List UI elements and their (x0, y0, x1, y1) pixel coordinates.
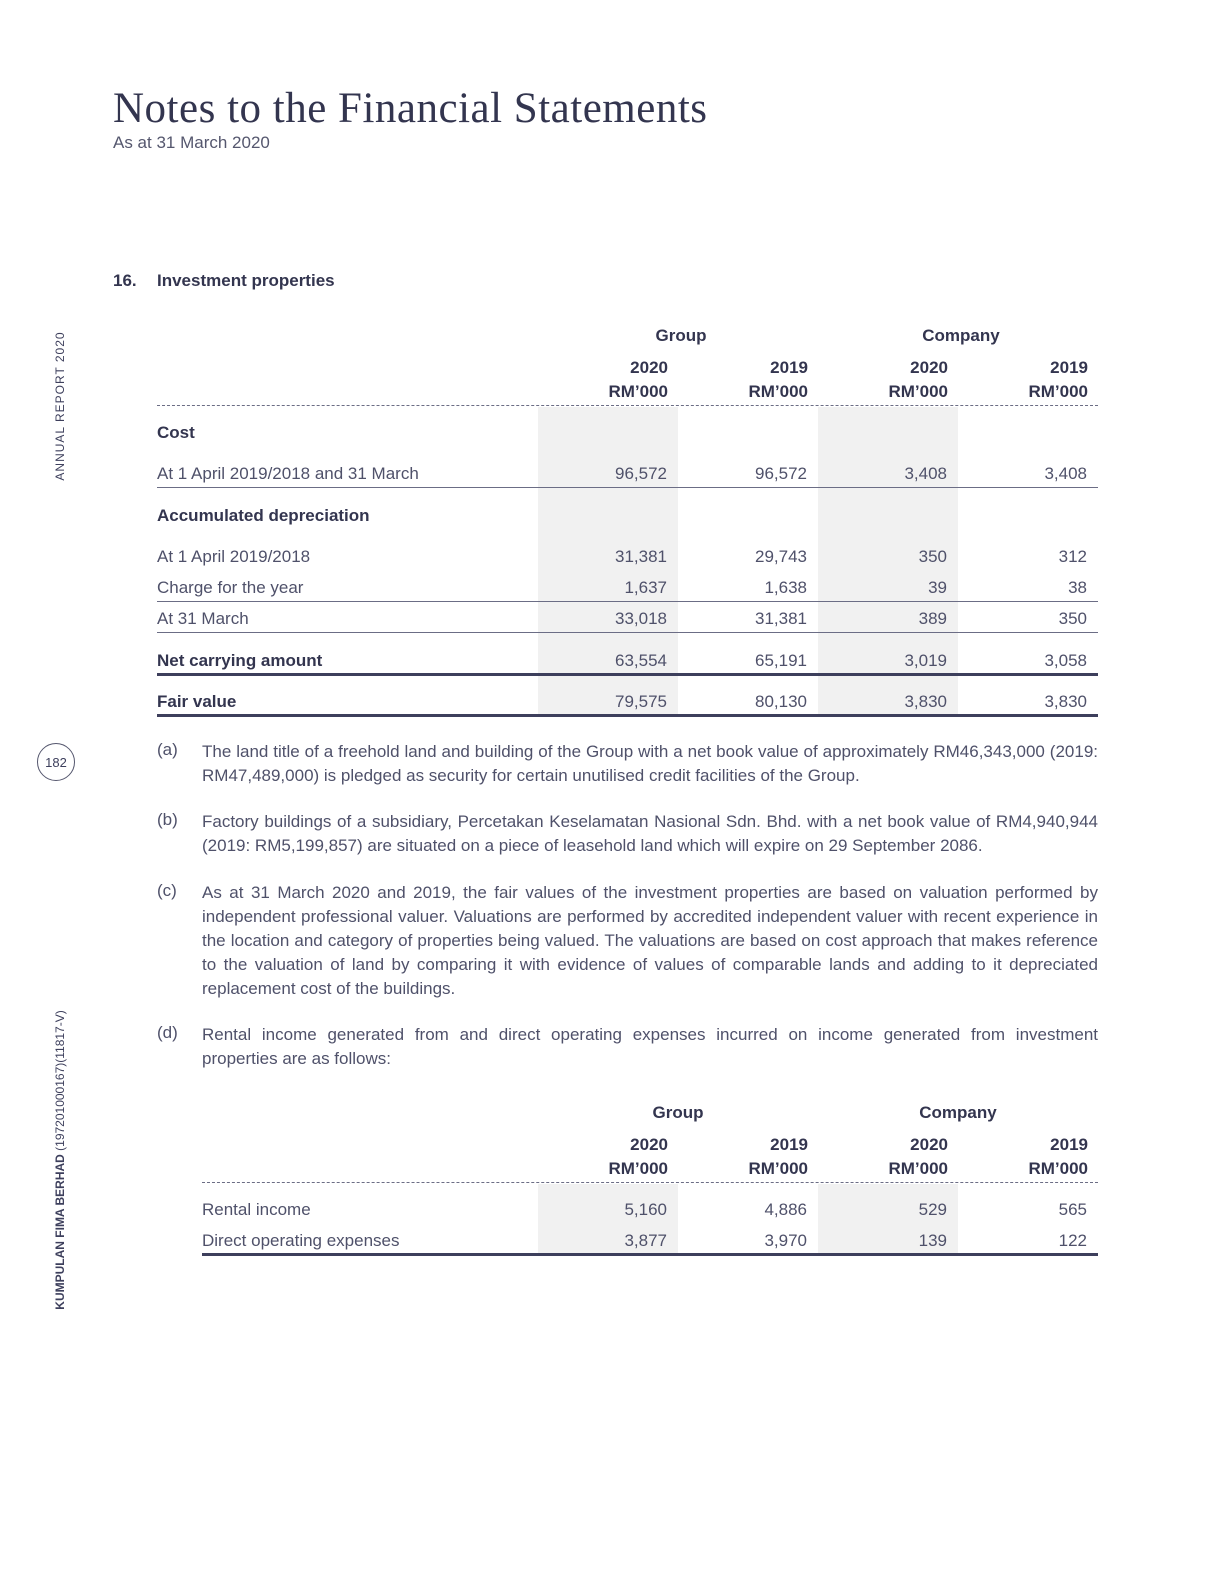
page-number: 182 (37, 743, 75, 781)
cell-value: 33,018 (615, 609, 667, 628)
cell-value: 350 (1058, 609, 1087, 628)
cell-value: 63,554 (615, 651, 667, 670)
cell-value: 1,637 (624, 578, 667, 597)
cell-value: 312 (1058, 547, 1087, 566)
cell-value: 3,877 (624, 1231, 667, 1250)
cell-value: 139 (918, 1231, 947, 1250)
cell-value: 3,970 (764, 1231, 807, 1250)
cell-value: 96,572 (755, 464, 807, 483)
cell-value: 389 (918, 609, 947, 628)
row-divider (157, 601, 1098, 602)
side-label-company (53, 1010, 67, 1309)
cell-value: 1,638 (764, 578, 807, 597)
column-unit: RM’000 (888, 1159, 948, 1178)
note-letter: (a) (157, 740, 178, 759)
total-divider (202, 1253, 1098, 1256)
cell-value: 3,019 (904, 651, 947, 670)
cost-heading: Cost (157, 423, 195, 442)
cell-value: 350 (918, 547, 947, 566)
depreciation-heading: Accumulated depreciation (157, 506, 370, 525)
note-letter: (b) (157, 810, 178, 829)
column-year: 2020 (630, 358, 668, 377)
note-text: Factory buildings of a subsidiary, Percetakan Keselamatan Nasional Sdn. Bhd. with a net book value of RM4,940,944 (2019: RM5,199,857) are situated on a piece of leasehold land which will expire on 29 September 2086. (202, 812, 1098, 855)
row-label: Rental income (202, 1200, 311, 1219)
row-label: Direct operating expenses (202, 1231, 400, 1250)
group-header: Group (652, 1103, 704, 1122)
company-header: Company (922, 326, 1000, 345)
cell-value: 79,575 (615, 692, 667, 711)
cell-value: 122 (1058, 1231, 1087, 1250)
row-label: Charge for the year (157, 578, 304, 597)
note-text: As at 31 March 2020 and 2019, the fair values of the investment properties are based on valuation performed by independent professional valuer. Valuations are performed by accredited independent valuer with recent experience in the location and category of properties being valued. The valuations are based on cost approach that makes reference to the valuation of land by comparing it with evidence of values of comparable lands and adding to it depreciated replacement cost of the buildings. (202, 883, 1098, 998)
column-header (538, 1133, 668, 1181)
column-header (958, 356, 1088, 404)
section-number: 16. (113, 271, 137, 290)
column-year: 2020 (630, 1135, 668, 1154)
row-label: At 1 April 2019/2018 and 31 March (157, 464, 419, 483)
column-year: 2019 (1050, 1135, 1088, 1154)
note-letter: (c) (157, 881, 177, 900)
cell-value: 31,381 (755, 609, 807, 628)
cell-value: 3,830 (904, 692, 947, 711)
cell-value: 565 (1058, 1200, 1087, 1219)
cell-value: 5,160 (624, 1200, 667, 1219)
cell-value: 3,408 (904, 464, 947, 483)
cell-value: 29,743 (755, 547, 807, 566)
cell-value: 31,381 (615, 547, 667, 566)
column-year: 2020 (910, 1135, 948, 1154)
company-registration: (197201000167)(11817-V) (53, 1010, 67, 1155)
total-divider (157, 714, 1098, 717)
cell-value: 39 (928, 578, 947, 597)
total-divider (157, 673, 1098, 676)
page-subtitle: As at 31 March 2020 (113, 133, 270, 152)
note-text: The land title of a freehold land and building of the Group with a net book value of approximately RM46,343,000 (2019: RM47,489,000) is pledged as security for certain unutilised credit facilities of the Group. (202, 742, 1098, 785)
row-label: Net carrying amount (157, 651, 323, 670)
column-header (678, 356, 808, 404)
cell-value: 4,886 (764, 1200, 807, 1219)
column-unit: RM’000 (608, 382, 668, 401)
side-label-annual-report: ANNUAL REPORT 2020 (53, 331, 67, 481)
column-header (538, 356, 668, 404)
cell-value: 3,830 (1044, 692, 1087, 711)
row-label: At 1 April 2019/2018 (157, 547, 311, 566)
column-unit: RM’000 (748, 382, 808, 401)
cell-value: 80,130 (755, 692, 807, 711)
column-unit: RM’000 (748, 1159, 808, 1178)
page-title: Notes to the Financial Statements (113, 85, 708, 132)
column-year: 2020 (910, 358, 948, 377)
column-year: 2019 (770, 358, 808, 377)
column-unit: RM’000 (608, 1159, 668, 1178)
column-header (678, 1133, 808, 1181)
cell-value: 3,408 (1044, 464, 1087, 483)
note-letter: (d) (157, 1023, 178, 1042)
column-header (818, 356, 948, 404)
note-text: Rental income generated from and direct operating expenses incurred on income generated from investment properties are as follows: (202, 1025, 1098, 1068)
row-divider (157, 487, 1098, 488)
cell-value: 96,572 (615, 464, 667, 483)
column-header (818, 1133, 948, 1181)
header-divider (202, 1182, 1098, 1183)
group-header: Group (655, 326, 707, 345)
column-unit: RM’000 (1028, 1159, 1088, 1178)
column-year: 2019 (770, 1135, 808, 1154)
column-unit: RM’000 (888, 382, 948, 401)
column-year: 2019 (1050, 358, 1088, 377)
cell-value: 65,191 (755, 651, 807, 670)
company-header: Company (919, 1103, 997, 1122)
column-header (958, 1133, 1088, 1181)
row-label: Fair value (157, 692, 237, 711)
cell-value: 3,058 (1044, 651, 1087, 670)
column-unit: RM’000 (1028, 382, 1088, 401)
header-divider (157, 405, 1098, 406)
row-divider (157, 632, 1098, 633)
cell-value: 38 (1068, 578, 1087, 597)
section-title: Investment properties (157, 271, 335, 290)
cell-value: 529 (918, 1200, 947, 1219)
row-label: At 31 March (157, 609, 249, 628)
company-name: KUMPULAN FIMA BERHAD (53, 1154, 67, 1310)
